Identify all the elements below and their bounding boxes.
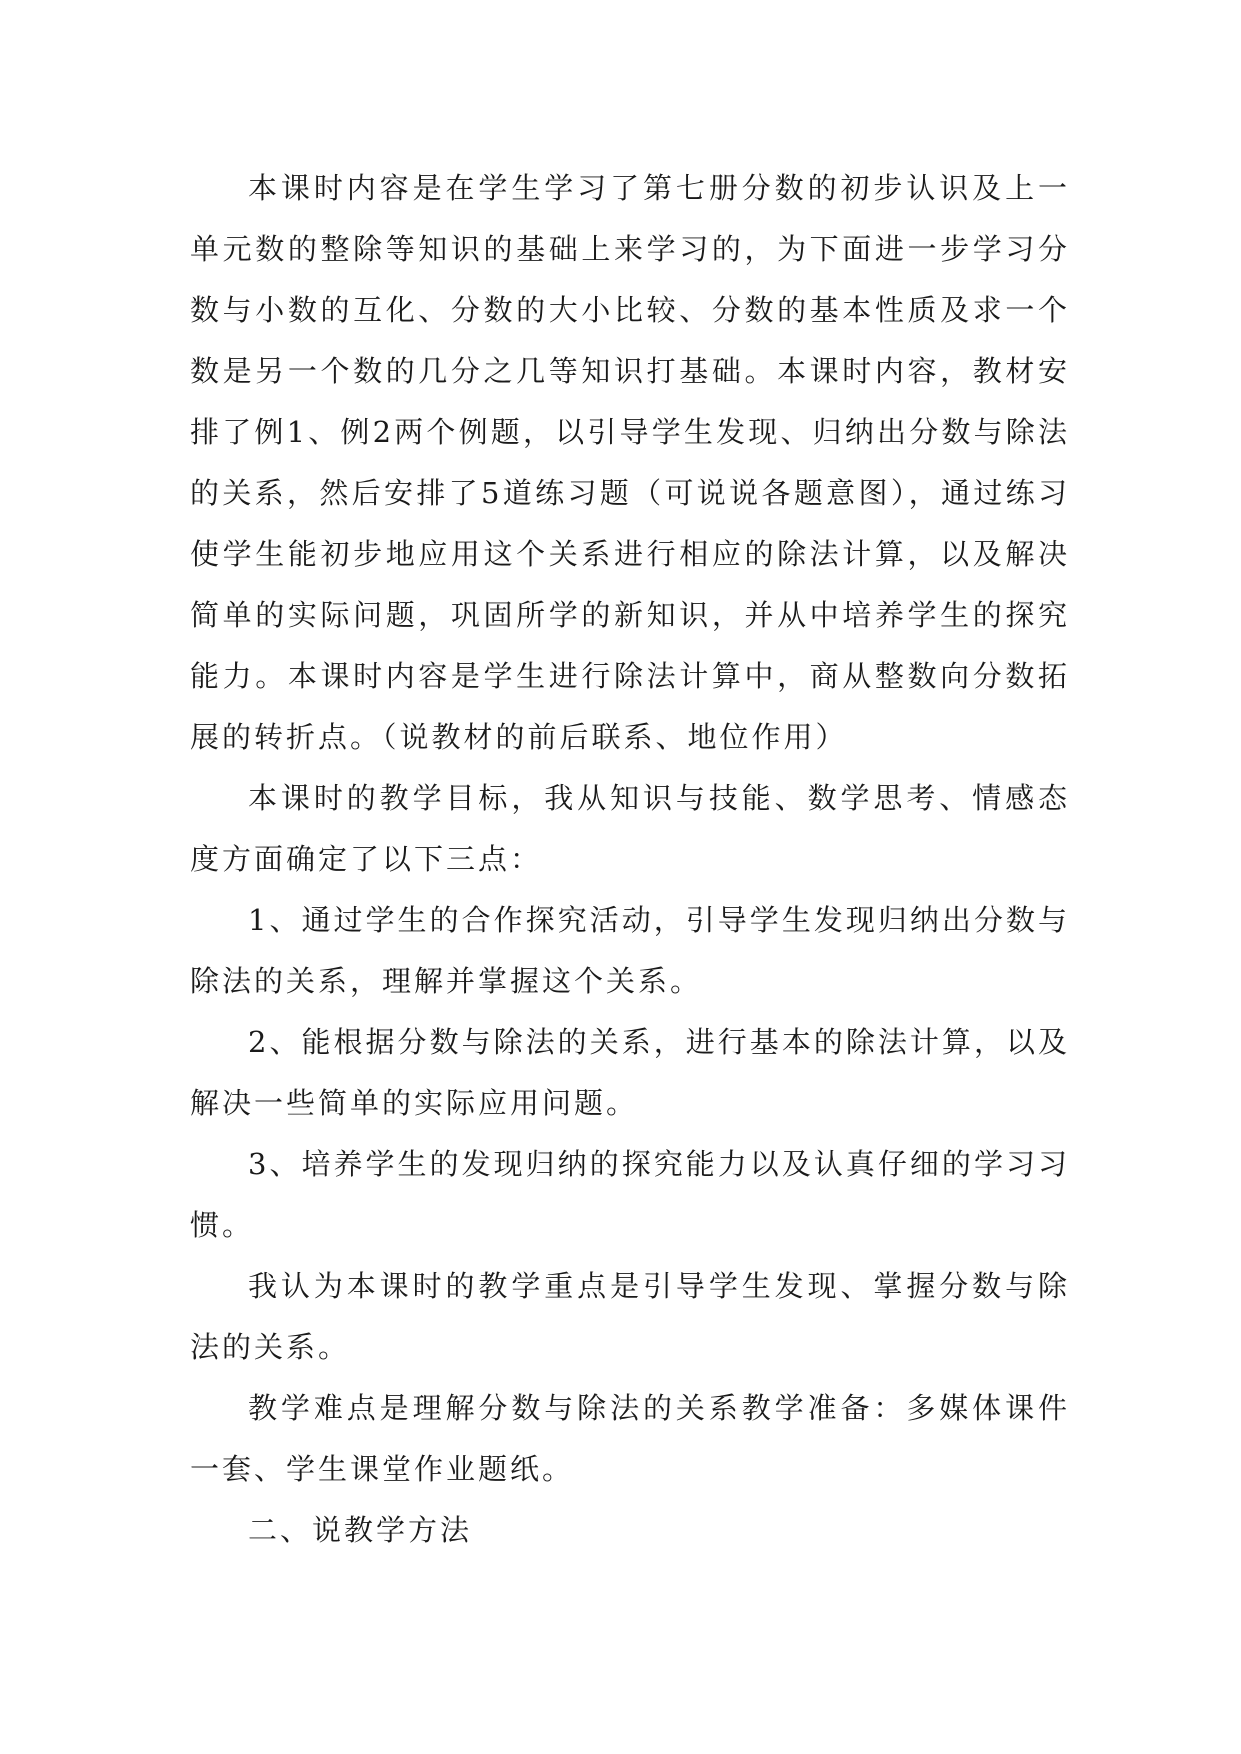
paragraph-key-point: 我认为本课时的教学重点是引导学生发现、掌握分数与除法的关系。 [190, 1269, 1070, 1364]
section-heading-teaching-methods: 二、说教学方法 [248, 1513, 473, 1547]
paragraph-teaching-goals-intro: 本课时的教学目标，我从知识与技能、数学思考、情感态度方面确定了以下三点： [190, 781, 1070, 876]
paragraph-textbook-analysis: 本课时内容是在学生学习了第七册分数的初步认识及上一单元数的整除等知识的基础上来学习的，为下面进一步学习分数与小数的互化、分数的大小比较、分数的基本性质及求一个数是另一个数的几分之几等知识打基础。本课时内容，教材安排了例1、例2两个例题，以引导学生发现、归纳出分数与除法的关系，然后安排了5道练习题（可说说各题意图），通过练习使学生能初步地应用这个关系进行相应的除法计算，以及解决简单的实际问题，巩固所学的新知识，并从中培养学生的探究能力。本课时内容是学生进行除法计算中，商从整数向分数拓展的转折点。（说教材的前后联系、地位作用） [190, 171, 1070, 754]
paragraph-goal-3: 3、培养学生的发现归纳的探究能力以及认真仔细的学习习惯。 [190, 1147, 1070, 1242]
document-body [190, 158, 1070, 1561]
paragraph-goal-1: 1、通过学生的合作探究活动，引导学生发现归纳出分数与除法的关系，理解并掌握这个关系。 [190, 903, 1070, 998]
paragraph-difficulty-preparation: 教学难点是理解分数与除法的关系教学准备：多媒体课件一套、学生课堂作业题纸。 [190, 1391, 1070, 1486]
paragraph-goal-2: 2、能根据分数与除法的关系，进行基本的除法计算，以及解决一些简单的实际应用问题。 [190, 1025, 1070, 1120]
